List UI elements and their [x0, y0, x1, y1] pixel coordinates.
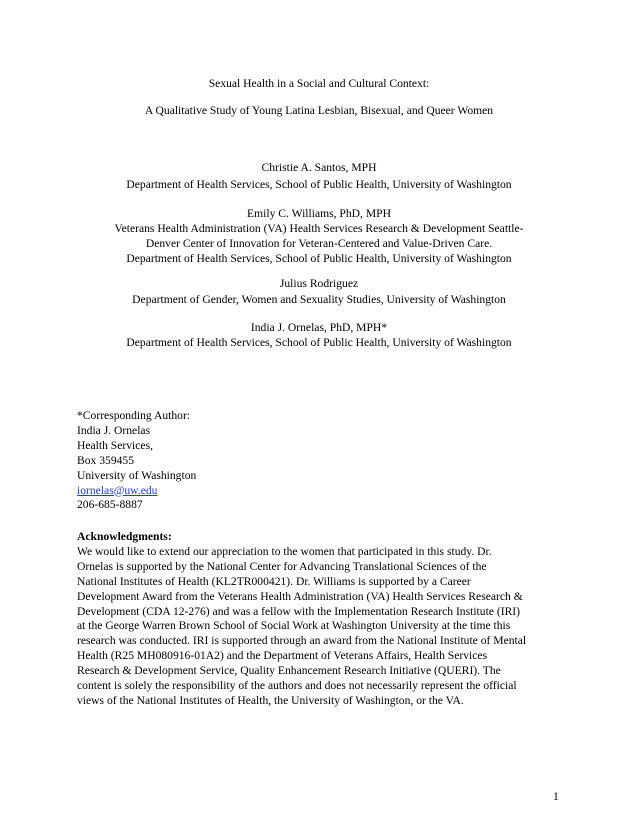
acknowledgments-heading: Acknowledgments: [77, 530, 172, 543]
acknowledgments-line: Research & Development Service, Quality Enhancement Research Initiative (QUERI). The [77, 664, 501, 678]
title-line-2: A Qualitative Study of Young Latina Lesbian, Bisexual, and Queer Women [144, 104, 494, 117]
author-name: India J. Ornelas, PhD, MPH* [250, 321, 388, 334]
corresponding-phone: 206-685-8887 [77, 498, 143, 512]
author-affiliation: Department of Health Services, School of Public Health, University of Washington [126, 336, 512, 349]
author-name: Christie A. Santos, MPH [261, 161, 377, 174]
author-name: Julius Rodriguez [279, 277, 359, 290]
acknowledgments-line: Ornelas is supported by the National Center for Advancing Translational Sciences of the [77, 559, 487, 573]
corresponding-author-block [77, 409, 577, 513]
corresponding-name: India J. Ornelas [77, 423, 151, 437]
title-line-1: Sexual Health in a Social and Cultural Context: [208, 77, 430, 90]
acknowledgments-line: Health (R25 MH080916-01A2) and the Department of Veterans Affairs, Health Services [77, 649, 488, 663]
author-name: Emily C. Williams, PhD, MPH [247, 207, 391, 220]
acknowledgments-line: content is solely the responsibility of the authors and does not necessarily represent the official [77, 679, 517, 693]
acknowledgments-line: research was conducted. IRI is supported through an award from the National Institute of Mental [77, 634, 527, 648]
author-affiliation: Department of Gender, Women and Sexuality Studies, University of Washington [132, 293, 506, 306]
acknowledgments-line: views of the National Institutes of Health, the University of Washington, or the VA. [77, 693, 464, 707]
author-affiliation: Veterans Health Administration (VA) Health Services Research & Development Seattle- [114, 222, 524, 235]
corresponding-box: Box 359455 [77, 453, 135, 467]
corresponding-heading: *Corresponding Author: [77, 409, 191, 422]
acknowledgments-line: National Institutes of Health (KL2TR000421). Dr. Williams is supported by a Career [77, 574, 471, 588]
page-number: 1 [553, 790, 559, 803]
author-affiliation: Denver Center of Innovation for Veteran-Centered and Value-Driven Care. [145, 237, 493, 250]
acknowledgments-line: Development Award from the Veterans Health Administration (VA) Health Services Research & [77, 589, 523, 603]
acknowledgments-line: Development (CDA 12-276) and was a fellow with the Implementation Research Institute (IRI) [77, 604, 521, 618]
author-affiliation: Department of Health Services, School of Public Health, University of Washington [126, 178, 512, 191]
corresponding-email-link[interactable]: iornelas@uw.edu [77, 483, 158, 497]
acknowledgments-line: We would like to extend our appreciation to the women that participated in this study. Dr. [77, 544, 492, 558]
corresponding-dept: Health Services, [77, 438, 153, 452]
acknowledgments-block [77, 530, 577, 709]
corresponding-university: University of Washington [77, 468, 197, 482]
acknowledgments-line: at the George Warren Brown School of Social Work at Washington University at the time this [77, 619, 511, 633]
author-affiliation: Department of Health Services, School of Public Health, University of Washington [126, 252, 512, 265]
